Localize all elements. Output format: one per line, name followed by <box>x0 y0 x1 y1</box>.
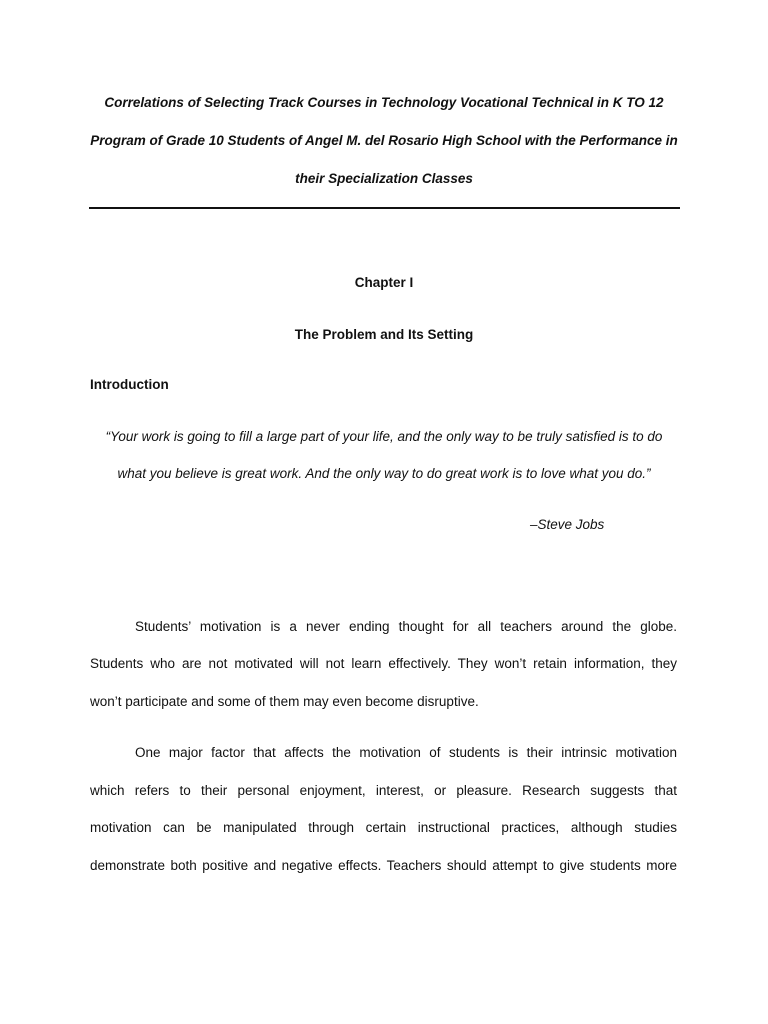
paragraph-2-line-1: One major factor that affects the motivation of students is their intrinsic motivation <box>135 745 677 760</box>
chapter-label: Chapter I <box>354 275 414 290</box>
title-line-2: Program of Grade 10 Students of Angel M. del Rosario High School with the Performance in <box>90 133 678 148</box>
title-line-3: their Specialization Classes <box>295 171 473 186</box>
paragraph-2-line-4: demonstrate both positive and negative effects. Teachers should attempt to give students more <box>90 858 677 873</box>
quote-author: –Steve Jobs <box>530 517 605 532</box>
title-divider <box>89 207 680 209</box>
paragraph-2-line-2: which refers to their personal enjoyment, interest, or pleasure. Research suggests that <box>90 783 677 798</box>
chapter-title: The Problem and Its Setting <box>294 327 474 342</box>
title-line-1: Correlations of Selecting Track Courses in Technology Vocational Technical in K TO 12 <box>104 95 664 110</box>
paragraph-1-line-1: Students’ motivation is a never ending thought for all teachers around the globe. <box>135 619 677 634</box>
paragraph-2-line-3: motivation can be manipulated through certain instructional practices, although studies <box>90 820 677 835</box>
paragraph-1-line-2: Students who are not motivated will not learn effectively. They won’t retain information, they <box>90 656 677 671</box>
quote-line-2: what you believe is great work. And the only way to do great work is to love what you do.” <box>117 466 651 481</box>
quote-line-1: “Your work is going to fill a large part of your life, and the only way to be truly satisfied is to do <box>105 429 663 444</box>
paragraph-1-line-3: won’t participate and some of them may even become disruptive. <box>90 694 479 709</box>
section-heading: Introduction <box>90 377 169 392</box>
